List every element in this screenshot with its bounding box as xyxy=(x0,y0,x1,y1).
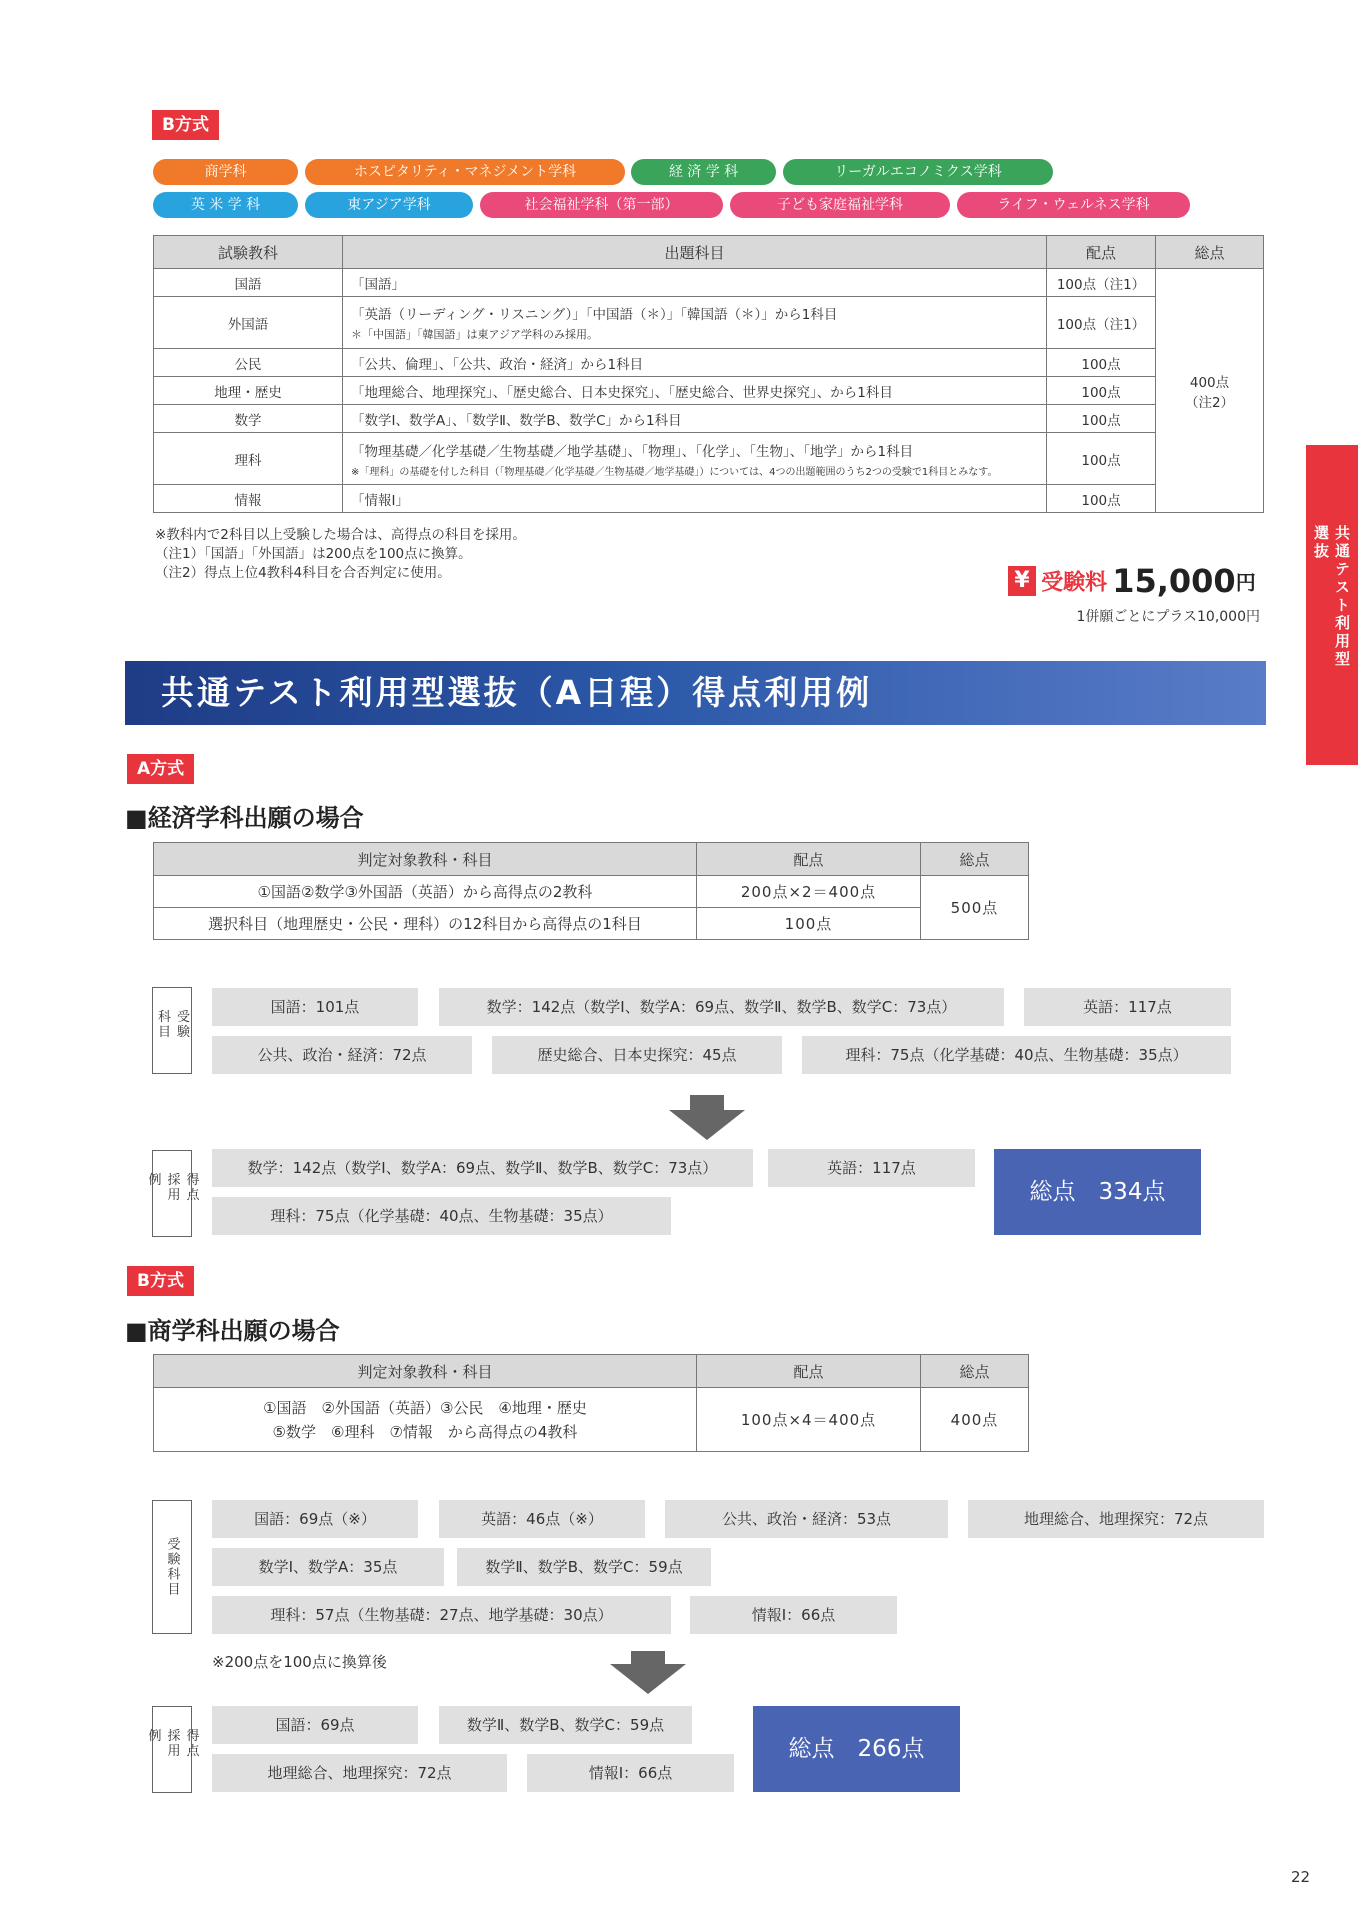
table-row xyxy=(154,405,1264,433)
table-row xyxy=(154,433,1264,485)
subject-table xyxy=(153,235,1264,513)
header-subject: 試験教科 xyxy=(154,236,343,269)
table-row xyxy=(154,1388,1029,1452)
total-score-box-2: 総点 266点 xyxy=(753,1706,960,1792)
adopt-box: 国語：69点 xyxy=(212,1706,418,1744)
table-row xyxy=(154,269,1264,297)
exam-box: 理科：75点（化学基礎：40点、生物基礎：35点） xyxy=(802,1036,1231,1074)
header-points: 配点 xyxy=(1047,236,1156,269)
header-points: 配点 xyxy=(697,1355,921,1388)
table-row xyxy=(154,297,1264,349)
row-note: ※「理科」の基礎を付した科目（「物理基礎／化学基礎／生物基礎／地学基礎」）については、4つの出題範囲のうち2つの受験で1科目とみなす。 xyxy=(351,466,998,478)
header-content: 出題科目 xyxy=(343,236,1047,269)
exam-box: 国語：69点（※） xyxy=(212,1500,418,1538)
header-item: 判定対象教科・科目 xyxy=(154,843,697,876)
row-points: 100点 xyxy=(1047,405,1156,433)
exam-box: 理科：57点（生物基礎：27点、地学基礎：30点） xyxy=(212,1596,671,1634)
fee-block xyxy=(1008,562,1266,626)
down-arrow-icon xyxy=(669,1110,745,1140)
row-content-text: 「英語（リーディング・リスニング）」「中国語（＊）」「韓国語（＊）」から1科目 xyxy=(351,307,838,323)
note-line: （注2）得点上位4教科4科目を合否判定に使用。 xyxy=(155,565,451,581)
exam-box: 公共、政治・経済：72点 xyxy=(212,1036,472,1074)
total-cell: 400点 xyxy=(921,1388,1029,1452)
note-line: ※教科内で2科目以上受験した場合は、高得点の科目を採用。 xyxy=(155,527,526,543)
row-subject: 数学 xyxy=(154,405,343,433)
adopt-box: 英語：117点 xyxy=(768,1149,975,1187)
header-item: 判定対象教科・科目 xyxy=(154,1355,697,1388)
table-row xyxy=(154,349,1264,377)
case-b-title: ■商学科出願の場合 xyxy=(125,1317,340,1345)
row-content: 「公共、倫理」、「公共、政治・経済」から1科目 xyxy=(343,349,1047,377)
side-section-tab xyxy=(1306,445,1358,765)
exam-box: 公共、政治・経済：53点 xyxy=(665,1500,948,1538)
exam-box: 数学Ⅱ、数学B、数学C：59点 xyxy=(457,1548,711,1586)
banner-title: 共通テスト利用型選抜（A日程）得点利用例 xyxy=(161,673,873,712)
dept-pill-child-family: 子ども家庭福祉学科 xyxy=(730,192,950,218)
row-content: 「地理総合、地理探究」、「歴史総合、日本史探究」、「歴史総合、世界史探究」、から1科目 xyxy=(343,377,1047,405)
row-points: 100点（注1） xyxy=(1047,297,1156,349)
case-a-title: ■経済学科出願の場合 xyxy=(125,804,364,832)
dept-pill-economics: 経 済 学 科 xyxy=(631,159,776,185)
table-row xyxy=(154,908,1029,940)
fee-label: 受験料 xyxy=(1041,570,1108,596)
table-notes xyxy=(155,526,526,583)
fee-unit: 円 xyxy=(1235,570,1256,595)
row-content: 「数学Ⅰ、数学A」、「数学Ⅱ、数学B、数学C」から1科目 xyxy=(343,405,1047,433)
row-note: ＊「中国語」「韓国語」は東アジア学科のみ採用。 xyxy=(351,328,599,341)
dept-pill-social-welfare: 社会福祉学科（第一部） xyxy=(480,192,723,218)
case-b-table xyxy=(153,1354,1029,1452)
exam-box: 歴史総合、日本史探究：45点 xyxy=(492,1036,782,1074)
down-arrow-icon xyxy=(610,1664,686,1694)
row-points: 200点×2＝400点 xyxy=(697,876,921,908)
table-row xyxy=(154,377,1264,405)
row-subject: 国語 xyxy=(154,269,343,297)
a-method-badge: A方式 xyxy=(127,754,194,784)
page-number: 22 xyxy=(1291,1868,1311,1886)
dept-pill-east-asia: 東アジア学科 xyxy=(305,192,473,218)
row-content: 「情報Ⅰ」 xyxy=(343,485,1047,513)
table-row xyxy=(154,876,1029,908)
exam-box: 数学Ⅰ、数学A：35点 xyxy=(212,1548,444,1586)
exam-box: 情報Ⅰ：66点 xyxy=(690,1596,897,1634)
dept-pill-commerce: 商学科 xyxy=(153,159,298,185)
adopted-scores-label-2 xyxy=(145,1706,199,1793)
row-item-line: ⑤数学 ⑥理科 ⑦情報 から高得点の4教科 xyxy=(272,1422,578,1441)
exam-subjects-label xyxy=(152,987,192,1074)
header-total: 総点 xyxy=(921,1355,1029,1388)
note-line: （注1）「国語」「外国語」は200点を100点に換算。 xyxy=(155,546,472,562)
fee-sub: 1併願ごとにプラス10,000円 xyxy=(1076,609,1260,625)
adopt-box: 地理総合、地理探究：72点 xyxy=(212,1754,507,1792)
total-value: 400点 xyxy=(1189,374,1230,391)
b-method-badge-2: B方式 xyxy=(127,1266,194,1296)
row-content-text: 「物理基礎／化学基礎／生物基礎／地学基礎」、「物理」、「化学」、「生物」、「地学」から1科目 xyxy=(351,443,914,460)
fee-amount: 15,000 xyxy=(1112,562,1236,600)
row-subject: 外国語 xyxy=(154,297,343,349)
row-item: 選択科目（地理歴史・公民・理科）の12科目から高得点の1科目 xyxy=(154,908,697,940)
adopt-box: 数学：142点（数学Ⅰ、数学A：69点、数学Ⅱ、数学B、数学C：73点） xyxy=(212,1149,753,1187)
header-total: 総点 xyxy=(1156,236,1264,269)
row-points: 100点 xyxy=(1047,485,1156,513)
label-text: 受験科目 xyxy=(164,1537,180,1597)
total-cell: 500点 xyxy=(921,876,1029,940)
exam-box: 英語：117点 xyxy=(1024,988,1231,1026)
dept-pill-legal-economics: リーガルエコノミクス学科 xyxy=(783,159,1053,185)
yen-icon: ¥ xyxy=(1008,566,1036,596)
header-points: 配点 xyxy=(697,843,921,876)
row-points: 100点 xyxy=(697,908,921,940)
row-item: ①国語②数学③外国語（英語）から高得点の2教科 xyxy=(154,876,697,908)
row-points: 100点（注1） xyxy=(1047,269,1156,297)
row-points: 100点×4＝400点 xyxy=(697,1388,921,1452)
exam-subjects-label-2 xyxy=(152,1500,192,1634)
exam-box: 国語：101点 xyxy=(212,988,418,1026)
adopt-box: 理科：75点（化学基礎：40点、生物基礎：35点） xyxy=(212,1197,671,1235)
row-content: 「国語」 xyxy=(343,269,1047,297)
row-points: 100点 xyxy=(1047,377,1156,405)
case-a-table xyxy=(153,842,1029,940)
down-arrow-stem-2 xyxy=(631,1651,665,1665)
down-arrow-stem xyxy=(690,1095,724,1111)
exam-box: 地理総合、地理探究：72点 xyxy=(968,1500,1264,1538)
row-points: 100点 xyxy=(1047,433,1156,485)
row-subject: 理科 xyxy=(154,433,343,485)
dept-pill-life-wellness: ライフ・ウェルネス学科 xyxy=(957,192,1190,218)
header-total: 総点 xyxy=(921,843,1029,876)
row-subject: 公民 xyxy=(154,349,343,377)
table-row xyxy=(154,485,1264,513)
row-points: 100点 xyxy=(1047,349,1156,377)
label-text: 得点採用例 xyxy=(145,1172,199,1203)
total-cell xyxy=(1156,269,1264,513)
exam-box: 英語：46点（※） xyxy=(439,1500,645,1538)
total-note: （注2） xyxy=(1184,394,1235,411)
adopt-box: 数学Ⅱ、数学B、数学C：59点 xyxy=(439,1706,692,1744)
section-banner xyxy=(125,661,1266,725)
row-subject: 情報 xyxy=(154,485,343,513)
conversion-note: ※200点を100点に換算後 xyxy=(212,1653,387,1671)
dept-pill-english: 英 米 学 科 xyxy=(153,192,298,218)
label-text: 得点採用例 xyxy=(145,1728,199,1759)
b-method-badge: B方式 xyxy=(152,110,219,140)
row-subject: 地理・歴史 xyxy=(154,377,343,405)
row-item xyxy=(154,1388,697,1452)
row-item-line: ①国語 ②外国語（英語）③公民 ④地理・歴史 xyxy=(263,1398,587,1417)
label-text: 受験科目 xyxy=(155,1009,189,1040)
exam-box: 数学：142点（数学Ⅰ、数学A：69点、数学Ⅱ、数学B、数学C：73点） xyxy=(439,988,1004,1026)
dept-pill-hospitality: ホスピタリティ・マネジメント学科 xyxy=(305,159,625,185)
side-tab-label: 共通テスト利用型選抜 xyxy=(1312,525,1351,669)
row-content xyxy=(343,433,1047,485)
adopt-box: 情報Ⅰ：66点 xyxy=(527,1754,734,1792)
adopted-scores-label xyxy=(145,1150,199,1237)
total-score-box: 総点 334点 xyxy=(994,1149,1201,1235)
row-content xyxy=(343,297,1047,349)
